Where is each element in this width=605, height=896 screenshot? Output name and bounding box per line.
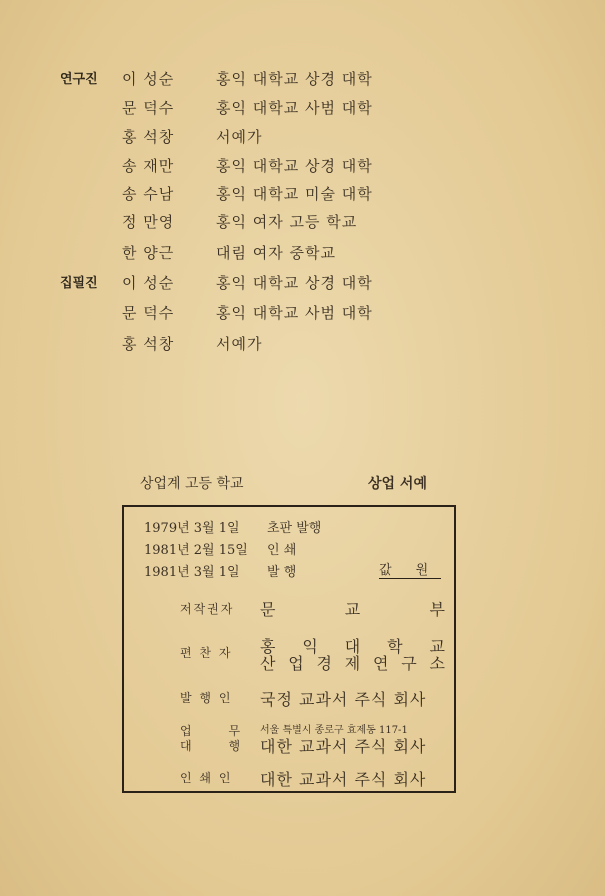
book-series: 상업계 고등 학교: [140, 476, 244, 492]
compiler-line-2: [260, 651, 445, 674]
char: 학: [387, 637, 403, 656]
member-affiliation: 대림 여자 중학교: [216, 244, 336, 262]
member-name: 한 양근: [122, 244, 175, 262]
member-name: 홍 석창: [122, 128, 175, 146]
group-label: 연구진: [60, 72, 98, 87]
char: 산: [260, 654, 276, 673]
member-affiliation: 홍익 여자 고등 학교: [216, 213, 358, 231]
price-field: [379, 559, 441, 579]
member-affiliation: 홍익 대학교 상경 대학: [216, 70, 373, 88]
char: 구: [401, 654, 417, 673]
member-affiliation: 홍익 대학교 사범 대학: [216, 99, 373, 117]
edition-row: [144, 561, 296, 580]
char: 소: [429, 654, 445, 673]
price-label: 값: [379, 563, 392, 578]
member-name: 정 만영: [122, 213, 175, 231]
book-title-line: [140, 473, 440, 495]
member-name: 이 성순: [122, 274, 175, 292]
group-label: 집필진: [60, 276, 98, 291]
member-name: 문 덕수: [122, 99, 175, 117]
agent-label-1: 업 무: [180, 724, 243, 738]
char: 익: [302, 637, 318, 656]
member-affiliation: 홍익 대학교 상경 대학: [216, 274, 373, 292]
member-name: 송 수남: [122, 185, 175, 203]
member-affiliation: 서예가: [216, 128, 263, 146]
copyright-holder: [260, 597, 445, 620]
agent: 대한 교과서 주식 회사: [260, 737, 427, 756]
printer: 대한 교과서 주식 회사: [260, 770, 427, 789]
char: 홍: [260, 637, 276, 656]
printer-label: 인 쇄 인: [180, 771, 233, 785]
edition-text: 초판 발행: [267, 521, 322, 536]
char: 대: [344, 637, 361, 656]
member-name: 송 재만: [122, 157, 175, 175]
member-affiliation: 서예가: [216, 335, 263, 353]
colophon-box: [122, 505, 456, 793]
member-name: 이 성순: [122, 70, 175, 88]
char: 부: [429, 600, 445, 619]
char: 업: [288, 654, 304, 673]
edition-row: [144, 517, 321, 536]
member-affiliation: 홍익 대학교 상경 대학: [216, 157, 373, 175]
edition-date: 1981년 3월 1일: [144, 565, 240, 580]
edition-text: 인 쇄: [267, 543, 297, 558]
compiler-label: 편 찬 자: [180, 646, 233, 660]
member-name: 홍 석창: [122, 335, 175, 353]
char: 연: [373, 654, 389, 673]
char: 제: [344, 654, 361, 673]
book-title: 상업 서예: [368, 476, 427, 492]
member-name: 문 덕수: [122, 304, 175, 322]
member-affiliation: 홍익 대학교 미술 대학: [216, 185, 373, 203]
char: 교: [344, 600, 361, 619]
edition-text: 발 행: [267, 565, 297, 580]
edition-date: 1979년 3월 1일: [144, 521, 240, 536]
char: 경: [316, 654, 332, 673]
edition-row: [144, 539, 296, 558]
char: 교: [429, 637, 445, 656]
agent-label-2: 대 행: [180, 739, 243, 753]
copyright-holder-label: 저작권자: [180, 602, 235, 616]
member-affiliation: 홍익 대학교 사범 대학: [216, 304, 373, 322]
price-unit: 원: [415, 563, 429, 578]
publisher-label: 발 행 인: [180, 691, 233, 705]
publisher: 국정 교과서 주식 회사: [260, 690, 427, 709]
char: 문: [260, 600, 276, 619]
agent-address: 서울 특별시 종로구 효제동 117-1: [260, 725, 408, 736]
edition-date: 1981년 2월 15일: [144, 543, 248, 558]
